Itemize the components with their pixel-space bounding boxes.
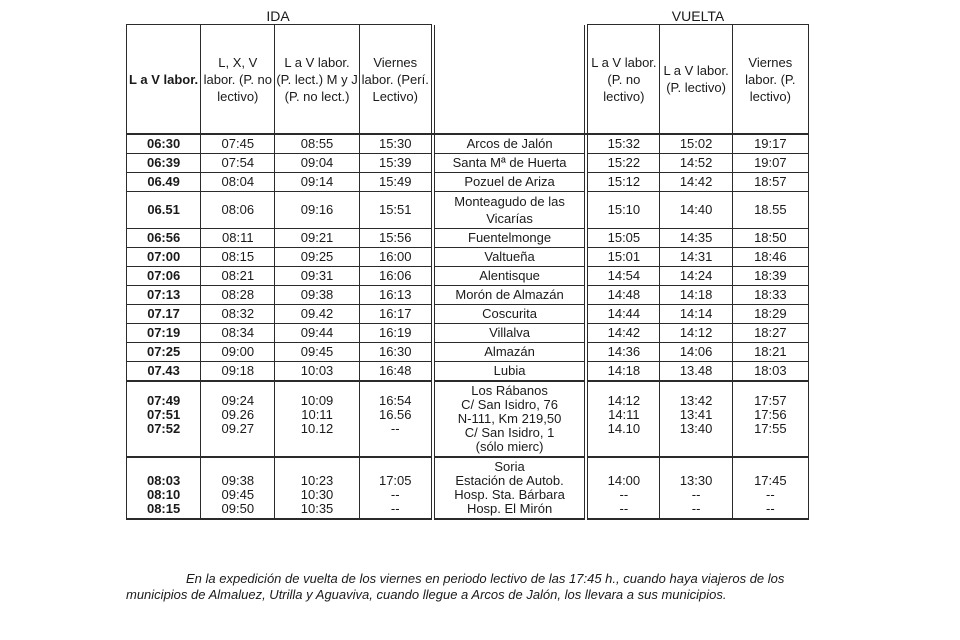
departure-time: 09:14 [275,173,359,192]
departure-time-lav: 07:19 [127,324,201,343]
time-value: 09.26 [221,407,255,422]
return-time: 15:12 [588,173,660,192]
return-times [732,457,808,519]
stop-name: Estación de Autob. [455,473,564,488]
departure-time: 08:34 [201,324,275,343]
return-time: 14:52 [660,154,732,173]
stop-name: Hosp. El Mirón [466,501,553,516]
return-times [732,381,808,457]
return-times [588,457,660,519]
stop-name: Alentisque [434,267,584,286]
time-value: 09:45 [221,487,255,502]
departure-time: 09:38 [275,286,359,305]
return-time: 14:48 [588,286,660,305]
soria-block [127,457,809,519]
ida-header-2: L, X, V labor. (P. no lectivo) [201,25,275,135]
departure-time: 08:15 [201,248,275,267]
return-time: 14:36 [588,343,660,362]
departure-times [201,457,275,519]
time-value: 13:41 [679,407,713,422]
departure-time: 08:21 [201,267,275,286]
departure-time: 09:25 [275,248,359,267]
stop-group [434,457,584,519]
vuelta-header-1: L a V labor. (P. no lectivo) [588,25,660,135]
table-row [127,286,809,305]
time-value: 07:51 [146,407,181,422]
time-value: -- [766,487,775,502]
table-row [127,362,809,382]
time-value: 14:11 [608,407,640,422]
ida-header-3: L a V labor. (P. lect.) M y J (P. no lect.) [275,25,359,135]
stop-note: (sólo mierc) [475,439,544,454]
time-value: 07:52 [146,421,181,436]
time-value: 17:45 [754,473,787,488]
stop-header-empty [434,25,584,135]
time-value: 17:05 [378,473,412,488]
return-time: 19:17 [732,134,808,154]
time-value: 14:00 [607,473,641,488]
departure-time-lav: 07:25 [127,343,201,362]
return-time: 15:32 [588,134,660,154]
rabanos-block [127,381,809,457]
departure-time-lav: 07.17 [127,305,201,324]
ida-header-1: L a V labor. [127,25,201,135]
departure-times [359,457,431,519]
time-value: 13:42 [679,393,713,408]
return-time: 14:18 [588,362,660,382]
departure-time: 16:06 [359,267,431,286]
departure-time-lav: 06:56 [127,229,201,248]
stop-name: Villalva [434,324,584,343]
time-value: -- [691,501,701,516]
table-row [127,343,809,362]
departure-time: 16:13 [359,286,431,305]
departure-times [127,381,201,457]
return-time: 14:14 [660,305,732,324]
table-row [127,173,809,192]
stop-name: Arcos de Jalón [434,134,584,154]
time-value: 09:24 [221,393,255,408]
time-value: 08:03 [146,473,181,488]
time-value: 08:15 [146,501,181,516]
time-value: -- [390,487,400,502]
departure-times [201,381,275,457]
departure-time-lav: 07:00 [127,248,201,267]
departure-time: 09:00 [201,343,275,362]
return-time: 18.55 [732,192,808,229]
vuelta-title: VUELTA [671,8,725,24]
departure-time: 07:54 [201,154,275,173]
departure-time: 09:45 [275,343,359,362]
stop-name: Lubia [434,362,584,382]
stop-name: C/ San Isidro, 1 [464,425,555,440]
departure-time: 08:28 [201,286,275,305]
header-row [127,25,809,135]
stop-name: Fuentelmonge [434,229,584,248]
return-time: 14:12 [660,324,732,343]
return-time: 15:05 [588,229,660,248]
time-value: -- [691,487,701,502]
return-time: 18:29 [732,305,808,324]
time-value: 07:49 [146,393,181,408]
departure-time: 09:31 [275,267,359,286]
return-time: 14:18 [660,286,732,305]
time-value: 10:30 [300,487,334,502]
table-row [127,324,809,343]
departure-time-lav: 06.51 [127,192,201,229]
time-value: 10.12 [300,421,334,436]
return-time: 15:02 [660,134,732,154]
departure-time: 15:30 [359,134,431,154]
departure-time: 15:56 [359,229,431,248]
return-time: 19:07 [732,154,808,173]
departure-time: 08:04 [201,173,275,192]
time-value: 10:11 [301,407,333,422]
timetable-body [127,25,809,520]
departure-times [359,381,431,457]
vuelta-header-3: Viernes labor. (P. lectivo) [732,25,808,135]
return-time: 18:50 [732,229,808,248]
return-time: 14:42 [660,173,732,192]
table-row [127,229,809,248]
departure-time-lav: 06:39 [127,154,201,173]
departure-time-lav: 07.43 [127,362,201,382]
stop-name: Pozuel de Ariza [434,173,584,192]
return-time: 18:03 [732,362,808,382]
return-time: 18:33 [732,286,808,305]
departure-time: 08:06 [201,192,275,229]
table-row [127,305,809,324]
return-time: 18:21 [732,343,808,362]
time-value: 10:23 [300,473,334,488]
return-times [588,381,660,457]
departure-time: 09:44 [275,324,359,343]
time-value: -- [390,421,400,436]
departure-time: 09.42 [275,305,359,324]
time-value: 17:56 [754,407,787,422]
time-value: 17:57 [754,393,787,408]
departure-time: 09:04 [275,154,359,173]
return-time: 15:22 [588,154,660,173]
time-value: 16:54 [378,393,412,408]
departure-time: 16:19 [359,324,431,343]
stop-name: N-111, Km 219,50 [457,411,562,426]
time-value: 10:09 [300,393,334,408]
return-times [660,381,732,457]
departure-time: 10:03 [275,362,359,382]
stop-group [434,381,584,457]
departure-time: 08:11 [201,229,275,248]
time-value: -- [619,487,629,502]
departure-time-lav: 06.49 [127,173,201,192]
departure-time: 08:32 [201,305,275,324]
stop-name: Morón de Almazán [434,286,584,305]
stop-group-title: Los Rábanos [471,383,548,398]
stop-name: Santa Mª de Huerta [434,154,584,173]
vuelta-header-2: L a V labor. (P. lectivo) [660,25,732,135]
time-value: 14:12 [607,393,641,408]
stop-name: Almazán [434,343,584,362]
return-time: 18:57 [732,173,808,192]
time-value: -- [390,501,400,516]
table-row [127,134,809,154]
return-time: 15:10 [588,192,660,229]
table-row [127,192,809,229]
departure-time: 16:30 [359,343,431,362]
return-time: 15:01 [588,248,660,267]
return-time: 14:35 [660,229,732,248]
table-row [127,154,809,173]
departure-time: 08:55 [275,134,359,154]
return-time: 13.48 [660,362,732,382]
time-value: 16.56 [378,407,412,422]
ida-title: IDA [266,8,290,24]
time-value: 09:38 [221,473,255,488]
time-value: 08:10 [146,487,181,502]
time-value: 09.27 [221,421,255,436]
table-row [127,248,809,267]
departure-time: 16:17 [359,305,431,324]
departure-time: 09:16 [275,192,359,229]
stop-name: C/ San Isidro, 76 [461,397,558,412]
stop-name: Hosp. Sta. Bárbara [454,487,565,502]
departure-time: 15:51 [359,192,431,229]
return-time: 18:46 [732,248,808,267]
return-time: 14:06 [660,343,732,362]
departure-time: 16:00 [359,248,431,267]
time-value: 14.10 [607,421,641,436]
stop-name: Monteagudo de las Vicarías [434,192,584,229]
return-times [660,457,732,519]
return-time: 18:27 [732,324,808,343]
timetable [126,24,809,520]
departure-time: 16:48 [359,362,431,382]
return-time: 14:40 [660,192,732,229]
return-time: 14:31 [660,248,732,267]
return-time: 14:44 [588,305,660,324]
return-time: 14:54 [588,267,660,286]
return-time: 18:39 [732,267,808,286]
time-value: -- [619,501,629,516]
table-row [127,267,809,286]
ida-header-4: Viernes labor. (Perí. Lectivo) [359,25,431,135]
departure-time-lav: 07:13 [127,286,201,305]
departure-time: 15:49 [359,173,431,192]
time-value: 09:50 [221,501,255,516]
time-value: -- [766,501,775,516]
stop-name: Coscurita [434,305,584,324]
time-value: 17:55 [754,421,787,436]
departure-times [127,457,201,519]
departure-time: 15:39 [359,154,431,173]
time-value: 13:30 [679,473,713,488]
departure-time: 09:21 [275,229,359,248]
time-value: 13:40 [679,421,713,436]
return-time: 14:24 [660,267,732,286]
departure-times [275,381,359,457]
footnote: En la expedición de vuelta de los viernes en periodo lectivo de las 17:45 h., cuando haya viajeros de los municipios de Almaluez, Utrilla y Aguaviva, cuando llegue a Arcos de Jalón, los llevara a sus municipios. [126,571,785,602]
stop-name: Valtueña [434,248,584,267]
departure-time: 07:45 [201,134,275,154]
stop-group-title: Soria [494,459,525,474]
departure-time: 09:18 [201,362,275,382]
time-value: 10:35 [300,501,334,516]
return-time: 14:42 [588,324,660,343]
departure-time-lav: 06:30 [127,134,201,154]
departure-time-lav: 07:06 [127,267,201,286]
departure-times [275,457,359,519]
